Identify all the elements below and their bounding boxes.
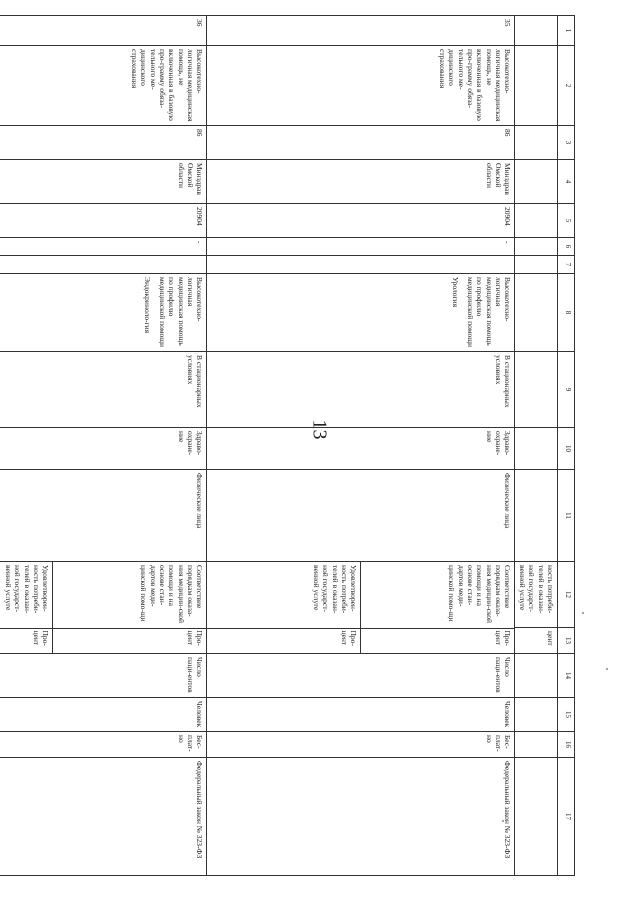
cell-c16: Бес-плат-но: [0, 732, 207, 758]
indicator-unit: Про-цент: [361, 628, 515, 654]
indicator-unit: Про-цент: [32, 630, 51, 646]
row-number: 35: [207, 16, 515, 46]
table-row: [0, 16, 207, 876]
cell-c15: Человек: [207, 698, 515, 732]
c8-profile: Высокотехно-логичная медицинская помощь по профилю медицинской помощи: [466, 277, 513, 347]
cell-c7: [207, 256, 515, 274]
header-cell: 9: [558, 352, 575, 428]
cell-c11: Физические лица: [207, 470, 515, 562]
cell-c9: В стационарных условиях: [0, 352, 207, 428]
cell-indicators: [207, 562, 515, 654]
cell-c10: Здраво-охране-ние: [207, 428, 515, 470]
header-cell: 3: [558, 126, 575, 160]
header-cell: 1: [558, 16, 575, 46]
header-cell: 15: [558, 698, 575, 732]
indicator-unit: Про-цент: [53, 628, 207, 654]
cell-c8: [207, 274, 515, 352]
cell-code: 86: [207, 126, 515, 160]
cell-c12: ность потреби-телей в оказан-ной государст-венной услуге: [515, 562, 558, 628]
header-cell: 11: [558, 470, 575, 562]
cell-c16: Бес-плат-но: [207, 732, 515, 758]
header-cell: 14: [558, 654, 575, 698]
header-row: [558, 16, 575, 876]
cell-c17: Федеральный закон № 323-ФЗ: [207, 758, 515, 876]
cell-c9: В стационарных условиях: [207, 352, 515, 428]
cell-c15: Человек: [0, 698, 207, 732]
header-cell: 13: [558, 628, 575, 654]
header-cell: 6: [558, 238, 575, 256]
cell-code: 86: [0, 126, 207, 160]
header-cell: 16: [558, 732, 575, 758]
c8-specialty: Эндокриноло-гия: [142, 277, 152, 334]
cell-c10: Здраво-охране-ние: [0, 428, 207, 470]
indicator-compliance: Соответствие порядкам оказа-ния медицин-ской помощи и на основе стан-дартов меди-цинской помо-щи: [361, 562, 515, 628]
cell-org: Минздрав Омской области: [0, 160, 207, 204]
header-cell: 7: [558, 256, 575, 274]
indicator-unit: Про-цент: [340, 630, 359, 646]
cell-org: Минздрав Омской области: [207, 160, 515, 204]
cell-indicators: [0, 562, 207, 654]
continuation-row: [515, 16, 558, 876]
cell-c17: Федеральный закон № 323-ФЗ: [0, 758, 207, 876]
scan-speck: [582, 612, 584, 614]
service-name: Высокотехно-логичная медицинская помощь, не включенная в базовую про-грамму обяза-тельного ме-дицинского страхования: [207, 46, 515, 126]
cell-c5: 20904: [0, 204, 207, 238]
c8-profile: Высокотехно-логичная медицинская помощь по профилю медицинской помощи: [158, 277, 205, 347]
page-number: 13: [308, 419, 331, 440]
header-cell: 4: [558, 160, 575, 204]
indicator-compliance: Соответствие порядкам оказа-ния медицин-ской помощи и на основе стан-дартов меди-цинской помо-щи: [53, 562, 207, 628]
header-cell: 5: [558, 204, 575, 238]
header-cell: 10: [558, 428, 575, 470]
cell-c13: цент: [515, 628, 558, 654]
cell-c6: -: [0, 238, 207, 256]
table-container: [4, 15, 575, 859]
cell-c14: Число паци-ентов: [207, 654, 515, 698]
header-cell: 12: [558, 562, 575, 628]
cell-c14: Число паци-ентов: [0, 654, 207, 698]
table-row: [207, 16, 515, 876]
cell-c8: [0, 274, 207, 352]
indicator-satisfaction: Удовлетворен-ность потреби-телей в оказан-ной государст-венной услуге: [0, 562, 53, 628]
scan-speck: [606, 668, 608, 670]
scan-speck: [502, 820, 504, 822]
cell-c11: Физические лица: [0, 470, 207, 562]
services-table: [0, 15, 575, 876]
c8-specialty: Урология: [450, 277, 460, 308]
indicator-satisfaction: Удовлетворен-ность потреби-телей в оказан-ной государст-венной услуге: [208, 562, 362, 628]
header-cell: 2: [558, 46, 575, 126]
row-number: 36: [0, 16, 207, 46]
cell-c7: [0, 256, 207, 274]
cell-c6: -: [207, 238, 515, 256]
cell-c5: 20904: [207, 204, 515, 238]
header-cell: 17: [558, 758, 575, 876]
header-cell: 8: [558, 274, 575, 352]
service-name: Высокотехно-логичная медицинская помощь, не включенная в базовую про-грамму обяза-тельного ме-дицинского страхования: [0, 46, 207, 126]
